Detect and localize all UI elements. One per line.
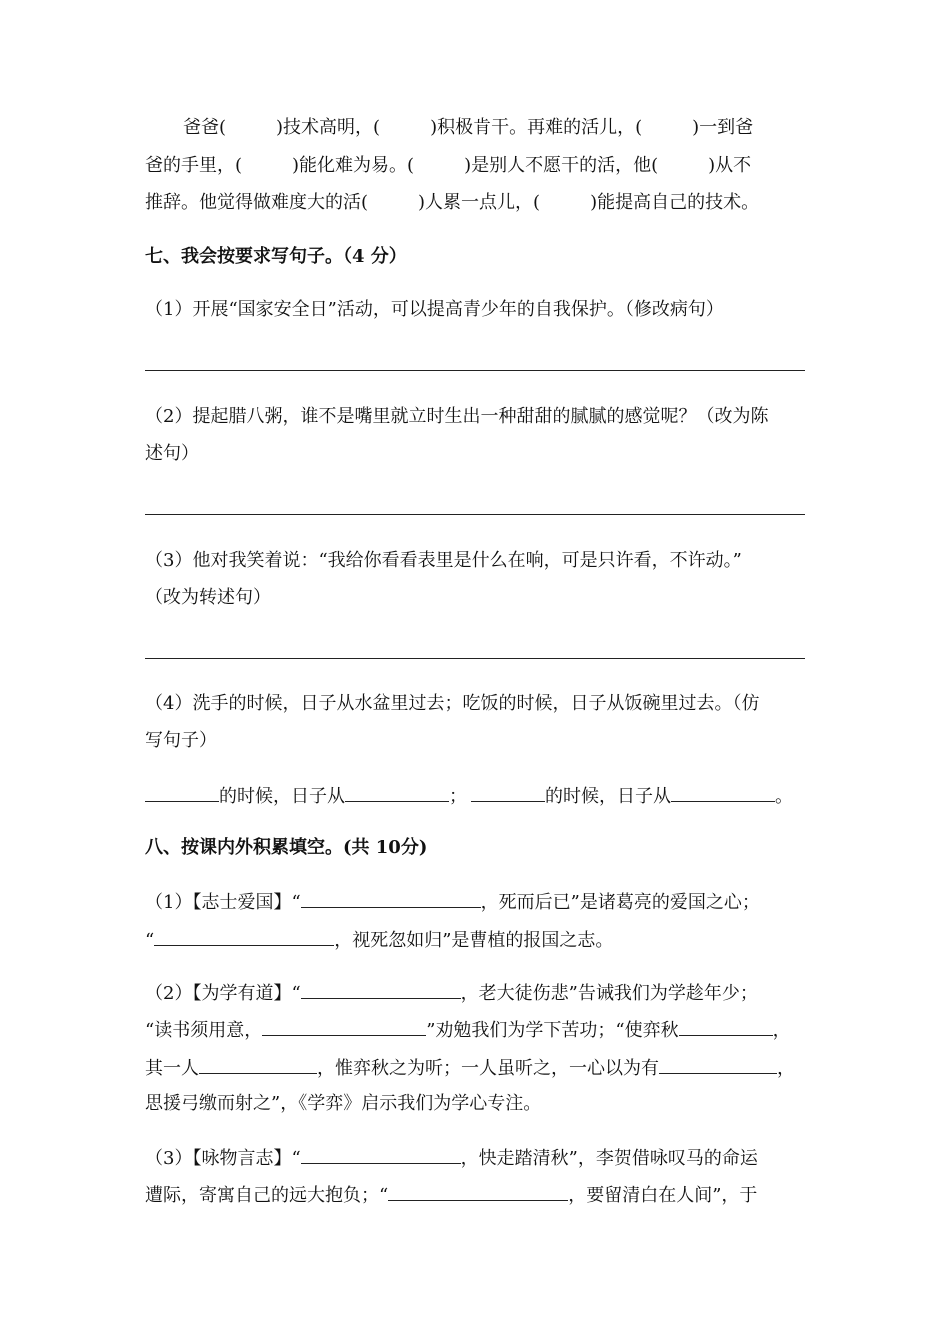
part-1-line-1 [145,889,760,915]
part-3-line-1 [145,1145,758,1171]
question-4-line-1: （4）洗手的时候，日子从水盆里过去；吃饭的时候，日子从饭碗里过去。（仿 [145,693,760,714]
fill-blank[interactable] [671,783,775,802]
fill-text: ”劝勉我们为学下苦功；“使弈秋 [426,1020,679,1041]
answer-line-2[interactable] [145,514,805,515]
fill-blank[interactable] [301,1145,461,1164]
part-3-line-2 [145,1182,757,1208]
fill-text: ， [772,1020,791,1041]
passage-text: )技术高明，( [276,117,381,138]
fill-text: 其一人 [145,1058,199,1079]
passage-line-3 [145,191,759,215]
fill-blank[interactable] [301,980,461,999]
question-2-line-1: （2）提起腊八粥，谁不是嘴里就立时生出一种甜甜的腻腻的感觉呢？（改为陈 [145,406,769,427]
answer-line-3[interactable] [145,658,805,659]
passage-line-2 [145,154,751,178]
passage-text: )能提高自己的技术。 [590,192,760,213]
passage-text: )一到爸 [692,117,754,138]
part-2-line-1 [145,980,758,1006]
answer-line-1[interactable] [145,370,805,371]
fill-text: 遭际，寄寓自己的远大抱负；“ [145,1185,389,1206]
question-4-line-2: 写句子） [145,730,217,751]
fill-blank[interactable] [388,1182,568,1201]
question-1: （1）开展“国家安全日”活动，可以提高青少年的自我保护。（修改病句） [145,299,724,320]
passage-text: )积极肯干。再难的活儿，( [430,117,643,138]
part-2-line-4: 思援弓缴而射之”，《学弈》启示我们为学心专注。 [145,1093,542,1114]
fill-blank[interactable] [345,783,449,802]
fill-text: ，惟弈秋之为听；一人虽听之，一心以为有 [317,1058,659,1079]
fill-text: ，老大徒伤悲”告诫我们为学趁年少； [460,983,758,1004]
section-8-heading: 八、按课内外积累填空。(共 10分) [145,837,428,858]
question-3-line-1: （3）他对我笑着说：“我给你看看表里是什么在响，可是只许看，不许动。” [145,550,742,571]
fill-blank[interactable] [471,783,545,802]
passage-text: )能化难为易。( [292,155,415,176]
fill-text: “读书须用意， [145,1020,263,1041]
fill-text: ； [449,786,467,807]
fill-blank[interactable] [154,927,334,946]
part-2-line-3 [145,1055,795,1081]
passage-text: )从不 [708,155,752,176]
fill-text: 。 [775,786,793,807]
question-4-fill-line [145,783,793,809]
fill-blank[interactable] [145,783,219,802]
fill-text: （3）【咏物言志】“ [145,1148,301,1169]
fill-text: ， [777,1058,795,1079]
fill-blank[interactable] [301,889,481,908]
fill-blank[interactable] [659,1055,777,1074]
passage-text: 推辞。他觉得做难度大的活( [145,192,369,213]
fill-text: ，要留清白在人间”，于 [568,1185,758,1206]
question-3-line-2: （改为转述句） [145,587,271,608]
fill-text: 的时候，日子从 [219,786,345,807]
fill-text: ，快走踏清秋”，李贺借咏叹马的命运 [460,1148,758,1169]
fill-blank[interactable] [262,1017,426,1036]
fill-text: ，死而后已”是诸葛亮的爱国之心； [480,892,760,913]
fill-text: “ [145,930,155,951]
question-2-line-2: 述句） [145,443,199,464]
fill-text: （2）【为学有道】“ [145,983,301,1004]
passage-line-1 [183,116,753,140]
fill-text: ，视死忽如归”是曹植的报国之志。 [334,930,614,951]
passage-text: )是别人不愿干的活，他( [464,155,659,176]
part-1-line-2 [145,927,613,953]
fill-blank[interactable] [679,1017,773,1036]
fill-blank[interactable] [199,1055,317,1074]
fill-text: （1）【志士爱国】“ [145,892,301,913]
section-7-heading: 七、我会按要求写句子。（4 分） [145,246,407,267]
passage-text: 爸爸( [183,117,227,138]
part-2-line-2 [145,1017,791,1043]
passage-text: 爸的手里，( [145,155,243,176]
passage-text: )人累一点儿，( [418,192,541,213]
fill-text: 的时候，日子从 [545,786,671,807]
